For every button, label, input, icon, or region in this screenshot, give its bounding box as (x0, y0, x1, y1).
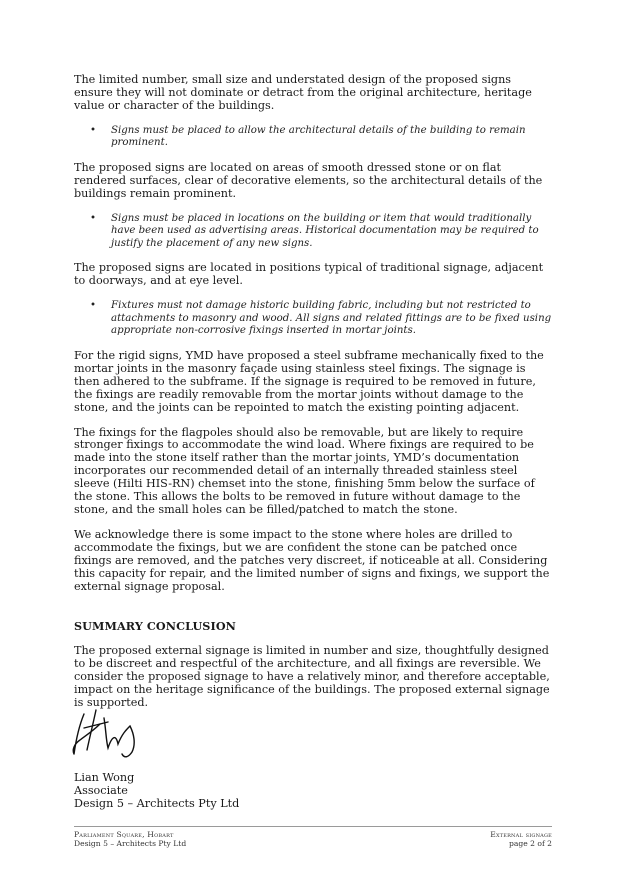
summary-paragraph: The proposed external signage is limited in number and size, thoughtfully designed to be discreet and respectful of the architecture, and all fixings are reversible. We consider the proposed signage to have a relatively minor, and therefore acceptable, impact on the heritage significance of the buildings. The proposed external signage is supported. (74, 644, 550, 710)
guideline-bullet-fixtures (74, 300, 552, 338)
bullet-dot: • (90, 212, 97, 224)
footer-section: External signage (490, 830, 552, 839)
bullet-dot: • (90, 124, 97, 136)
paragraph-impact-acknowledgement: We acknowledge there is some impact to the stone where holes are drilled to accommodate the fixings, but we are confident the stone can be patched once fixings are removed, and the patches very discreet, if noticeable at all. Considering this capacity for repair, and the limited number of signs and fixings, we support the external signage proposal. (74, 527, 550, 593)
footer-right (490, 830, 552, 848)
paragraph-smooth-stone: The proposed signs are located on areas of smooth dressed stone or on flat rendered surfaces, clear of decorative elements, so the architectural details of the buildings remain prominent. (74, 160, 543, 200)
signatory-company: Design 5 – Architects Pty Ltd (74, 796, 240, 810)
footer-left (74, 830, 186, 848)
summary-heading: SUMMARY CONCLUSION (74, 619, 236, 634)
signatory-title: Associate (74, 783, 128, 797)
footer-project: Parliament Square, Hobart (74, 830, 174, 839)
document-body (74, 74, 552, 722)
paragraph-flagpoles: The fixings for the flagpoles should also be removable, but are likely to require stronger fixings to accommodate the wind load. Where fixings are required to be made into the stone itself rather than the mortar joints, YMD’s documentation incorporates our recommended detail of an internally threaded stainless steel sleeve (Hilti HIS-RN) chemset into the stone, finishing 5mm below the surface of the stone. This allows the bolts to be removed in future without damage to the stone, and the small holes can be filled/patched to match the stone. (74, 425, 535, 516)
page-number: page 2 of 2 (508, 839, 552, 848)
guideline-text: Fixtures must not damage historic building fabric, including but not restricted to attachments to masonry and wood. All signs and related fittings are to be fixed using appropriate non-corrosive fixings inserted in mortar joints. (111, 300, 552, 337)
signatory-block (74, 772, 239, 811)
guideline-bullet-architectural-details (74, 125, 552, 150)
footer-divider (74, 826, 552, 827)
paragraph-rigid-signs: For the rigid signs, YMD have proposed a steel subframe mechanically fixed to the mortar joints in the masonry façade using stainless steel fixings. The signage is then adhered to the subframe. If the signage is required to be removed in future, the fixings are readily removable from the mortar joints without damage to the stone, and the joints can be repointed to match the existing pointing adjacent. (74, 349, 544, 414)
handwritten-signature (70, 704, 154, 768)
footer-company: Design 5 – Architects Pty Ltd (74, 839, 187, 848)
signatory-name: Lian Wong (74, 771, 135, 784)
bullet-dot: • (90, 300, 97, 312)
paragraph-signs-understated: The limited number, small size and understated design of the proposed signs ensure they will not dominate or detract from the original architecture, heritage value or character of the buildings. (74, 73, 532, 112)
guideline-bullet-advertising-areas (74, 213, 552, 251)
paragraph-traditional-positions: The proposed signs are located in positions typical of traditional signage, adjacent to doorways, and at eye level. (74, 261, 544, 288)
guideline-text: Signs must be placed in locations on the building or item that would traditionally have been used as advertising areas. Historical documentation may be required to justify the placement of any new signs. (111, 212, 539, 249)
guideline-text: Signs must be placed to allow the architectural details of the building to remain prominent. (111, 124, 526, 149)
